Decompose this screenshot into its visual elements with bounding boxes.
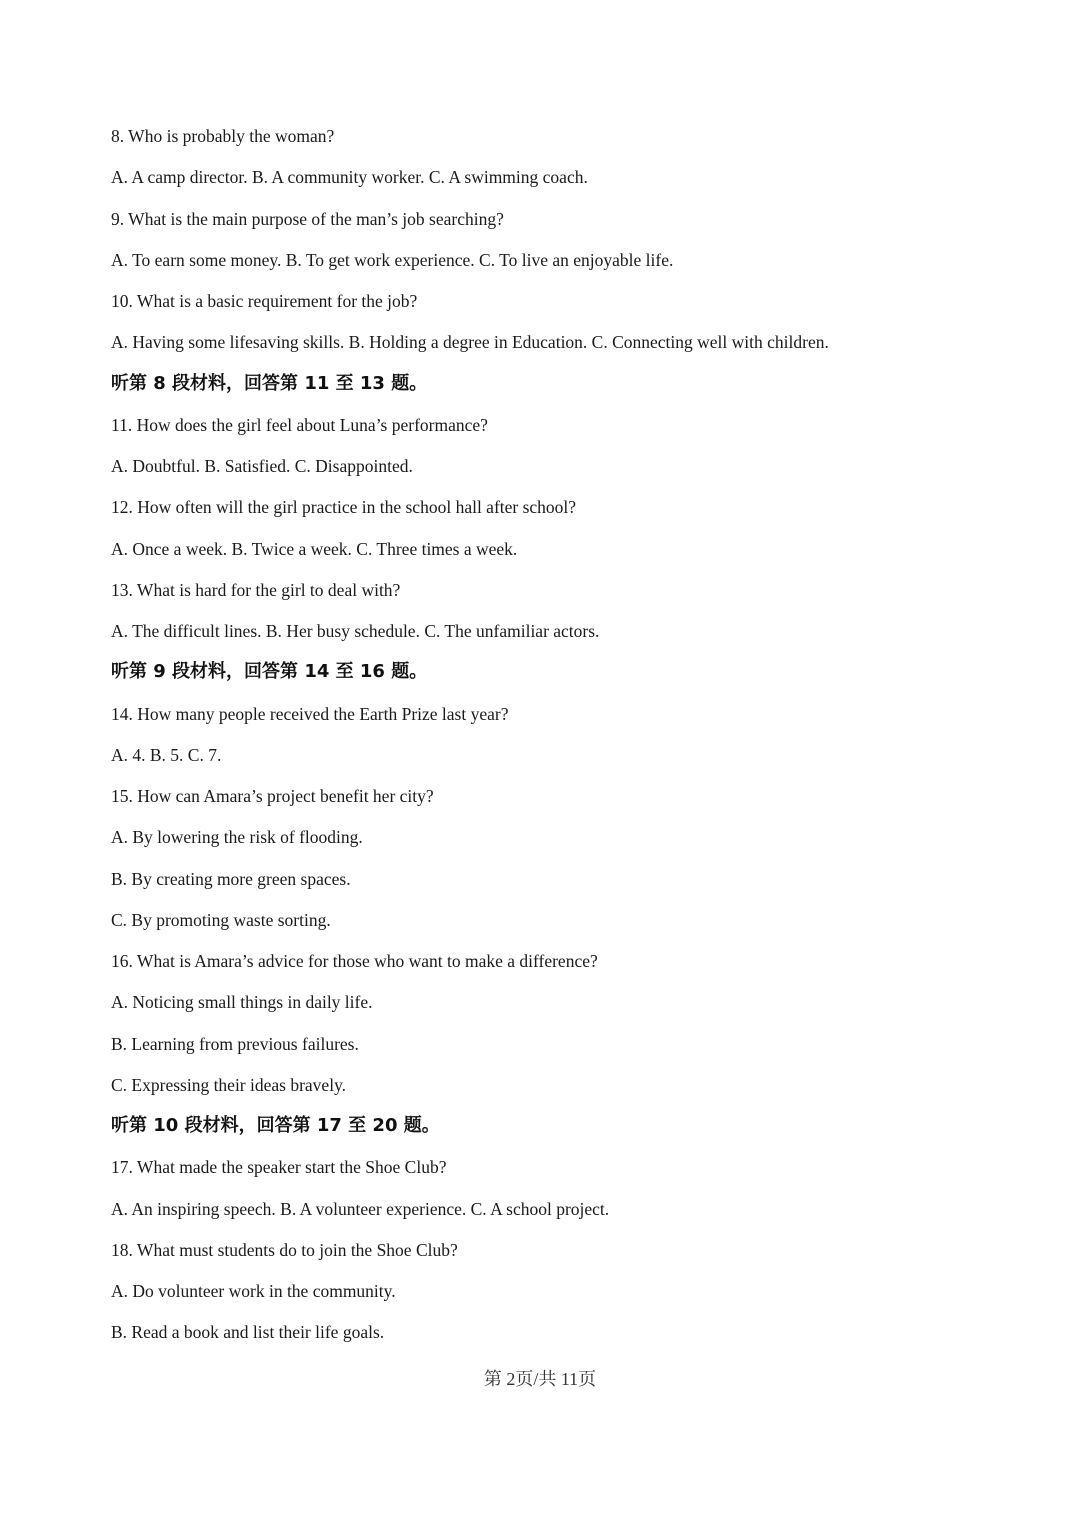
question-text: 18. What must students do to join the Shoe Club? <box>111 1239 458 1260</box>
question-text: 11. How does the girl feel about Luna’s performance? <box>111 414 488 435</box>
answer-options: A. An inspiring speech. B. A volunteer experience. C. A school project. <box>111 1198 610 1219</box>
question-list <box>111 122 1011 1360</box>
question-text: 9. What is the main purpose of the man’s job searching? <box>111 208 504 229</box>
answer-options: B. Read a book and list their life goals. <box>111 1322 385 1343</box>
answer-options: A. The difficult lines. B. Her busy schedule. C. The unfamiliar actors. <box>111 621 600 641</box>
answer-options: B. By creating more green spaces. <box>111 868 351 889</box>
answer-options: A. 4. B. 5. C. 7. <box>111 744 222 765</box>
answer-options: C. By promoting waste sorting. <box>111 909 331 930</box>
answer-options: A. Do volunteer work in the community. <box>111 1281 396 1301</box>
answer-options: A. Noticing small things in daily life. <box>111 992 373 1013</box>
question-text: 10. What is a basic requirement for the job? <box>111 291 418 311</box>
answer-options: A. Doubtful. B. Satisfied. C. Disappointed. <box>111 456 413 476</box>
question-text: 17. What made the speaker start the Shoe Club? <box>111 1157 447 1178</box>
section-heading: 听第 8 段材料，回答第 11 至 13 题。 <box>111 372 428 394</box>
question-text: 16. What is Amara’s advice for those who want to make a difference? <box>111 951 598 971</box>
answer-options: A. A camp director. B. A community worker. C. A swimming coach. <box>111 167 588 188</box>
answer-options: B. Learning from previous failures. <box>111 1033 359 1054</box>
answer-options: A. By lowering the risk of flooding. <box>111 827 363 848</box>
answer-options: A. Once a week. B. Twice a week. C. Three times a week. <box>111 538 518 559</box>
question-text: 14. How many people received the Earth Prize last year? <box>111 703 509 724</box>
answer-options: A. To earn some money. B. To get work experience. C. To live an enjoyable life. <box>111 249 674 270</box>
page-footer: 第 2页/共 11页 <box>483 1369 597 1389</box>
answer-options: A. Having some lifesaving skills. B. Holding a degree in Education. C. Connecting well with children. <box>111 332 829 353</box>
section-heading: 听第 9 段材料，回答第 14 至 16 题。 <box>111 661 428 683</box>
question-text: 8. Who is probably the woman? <box>111 126 335 146</box>
section-heading: 听第 10 段材料，回答第 17 至 20 题。 <box>111 1115 440 1136</box>
question-text: 15. How can Amara’s project benefit her city? <box>111 786 434 806</box>
question-text: 12. How often will the girl practice in the school hall after school? <box>111 497 577 518</box>
answer-options: C. Expressing their ideas bravely. <box>111 1074 347 1095</box>
question-text: 13. What is hard for the girl to deal with? <box>111 579 401 600</box>
